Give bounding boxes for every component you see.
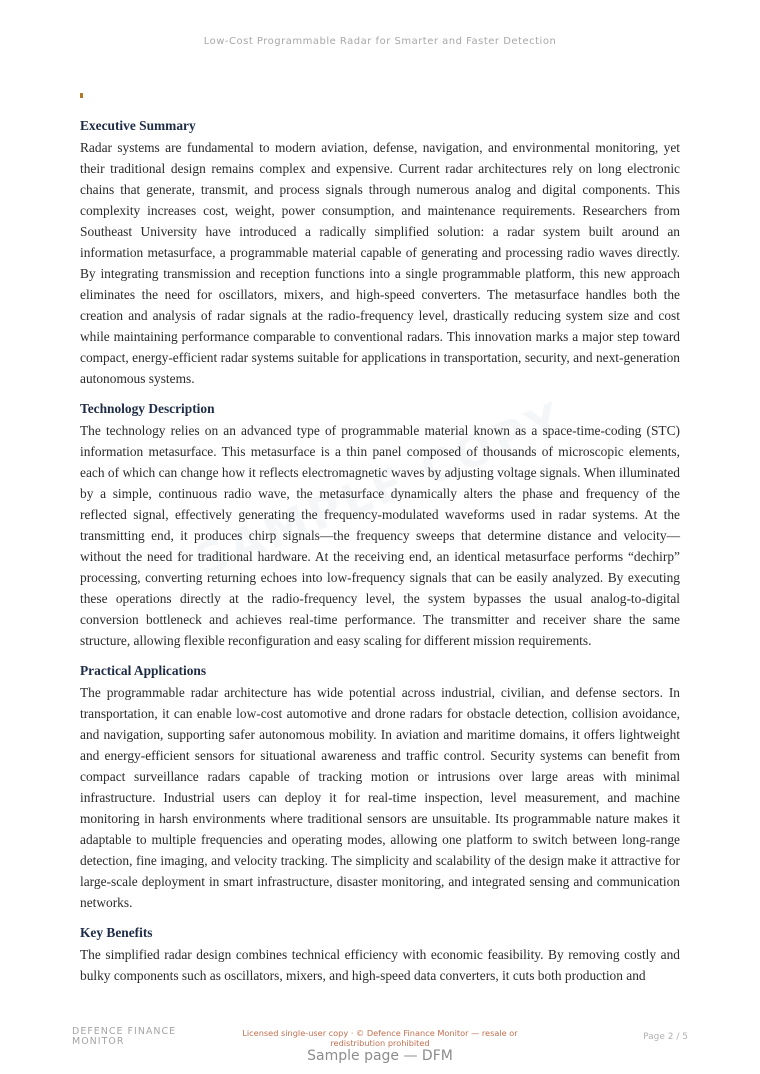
section-practical-applications <box>80 661 680 913</box>
page-number: Page 2 / 5 <box>643 1032 688 1042</box>
section-key-benefits <box>80 923 680 986</box>
footer-brand-line: DEFENCE FINANCE <box>72 1026 177 1037</box>
sample-page-label: Sample page — DFM <box>307 1048 453 1064</box>
section-heading: Technology Description <box>80 401 215 416</box>
section-paragraph: The technology relies on an advanced type of programmable material known as a space-time-coding (STC) information metasurface. This metasurface is a thin panel composed of thousands of microscopic elements, each of which can change how it reflects electromagnetic waves by adjusting voltage signals. When illuminated by a simple, continuous radio wave, the metasurface dynamically alters the phase and frequency of the reflected signal, effectively generating the frequency-modulated waveforms used in radar systems. At the transmitting end, it produces chirp signals—the frequency sweeps that determine distance and velocity—without the need for traditional hardware. At the receiving end, an identical metasurface performs “dechirp” processing, converting returning echoes into low-frequency signals that can be easily analyzed. By executing these operations directly at the radio-frequency level, the system bypasses the usual analog-to-digital conversion bottleneck and achieves real-time performance. The transmitter and receiver share the same structure, allowing flexible reconfiguration and easy scaling for different mission requirements. <box>80 423 680 648</box>
section-technology-description <box>80 399 680 651</box>
running-header-title: Low-Cost Programmable Radar for Smarter and Faster Detection <box>203 36 557 47</box>
footer-brand-line: MONITOR <box>72 1036 125 1047</box>
section-heading: Executive Summary <box>80 118 196 133</box>
section-heading: Practical Applications <box>80 663 207 678</box>
footer-brand <box>72 1027 202 1047</box>
section-heading: Key Benefits <box>80 925 153 940</box>
section-paragraph: The programmable radar architecture has wide potential across industrial, civilian, and defense sectors. In transportation, it can enable low-cost automotive and drone radars for obstacle detection, collision avoidance, and navigation, supporting safer autonomous mobility. In aviation and maritime domains, it offers lightweight and energy-efficient sensors for situational awareness and traffic control. Security systems can benefit from compact surveillance radars capable of tracking motion or intrusions over large areas with minimal infrastructure. Industrial users can deploy it for real-time inspection, level measurement, and machine monitoring in harsh environments where traditional sensors are unsuitable. Its programmable nature makes it adaptable to multiple frequencies and operating modes, allowing one platform to switch between long-range detection, fine imaging, and velocity tracking. The simplicity and scalability of the design make it attractive for large-scale deployment in smart infrastructure, disaster monitoring, and integrated sensing and communication networks. <box>80 685 680 910</box>
document-body <box>80 116 680 996</box>
section-paragraph: The simplified radar design combines technical efficiency with economic feasibility. By removing costly and bulky components such as oscillators, mixers, and high-speed data converters, it cuts both production and <box>80 947 680 983</box>
footer-license-notice: Licensed single-user copy · © Defence Finance Monitor — resale or redistribution prohibited <box>242 1028 518 1048</box>
section-executive-summary <box>80 116 680 389</box>
accent-mark <box>80 93 83 98</box>
section-paragraph: Radar systems are fundamental to modern aviation, defense, navigation, and environmental monitoring, yet their traditional design remains complex and expensive. Current radar architectures rely on long electronic chains that generate, transmit, and process signals through numerous analog and digital components. This complexity increases cost, weight, power consumption, and maintenance requirements. Researchers from Southeast University have introduced a radically simplified solution: a radar system built around an information metasurface, a programmable material capable of generating and processing radio waves directly. By integrating transmission and reception functions into a single programmable platform, this new approach eliminates the need for oscillators, mixers, and high-speed converters. The metasurface handles both the creation and analysis of radar signals at the radio-frequency level, drastically reducing system size and cost while maintaining performance comparable to conventional radars. This innovation marks a major step toward compact, energy-efficient radar systems suitable for applications in transportation, security, and next-generation autonomous systems. <box>80 140 680 386</box>
